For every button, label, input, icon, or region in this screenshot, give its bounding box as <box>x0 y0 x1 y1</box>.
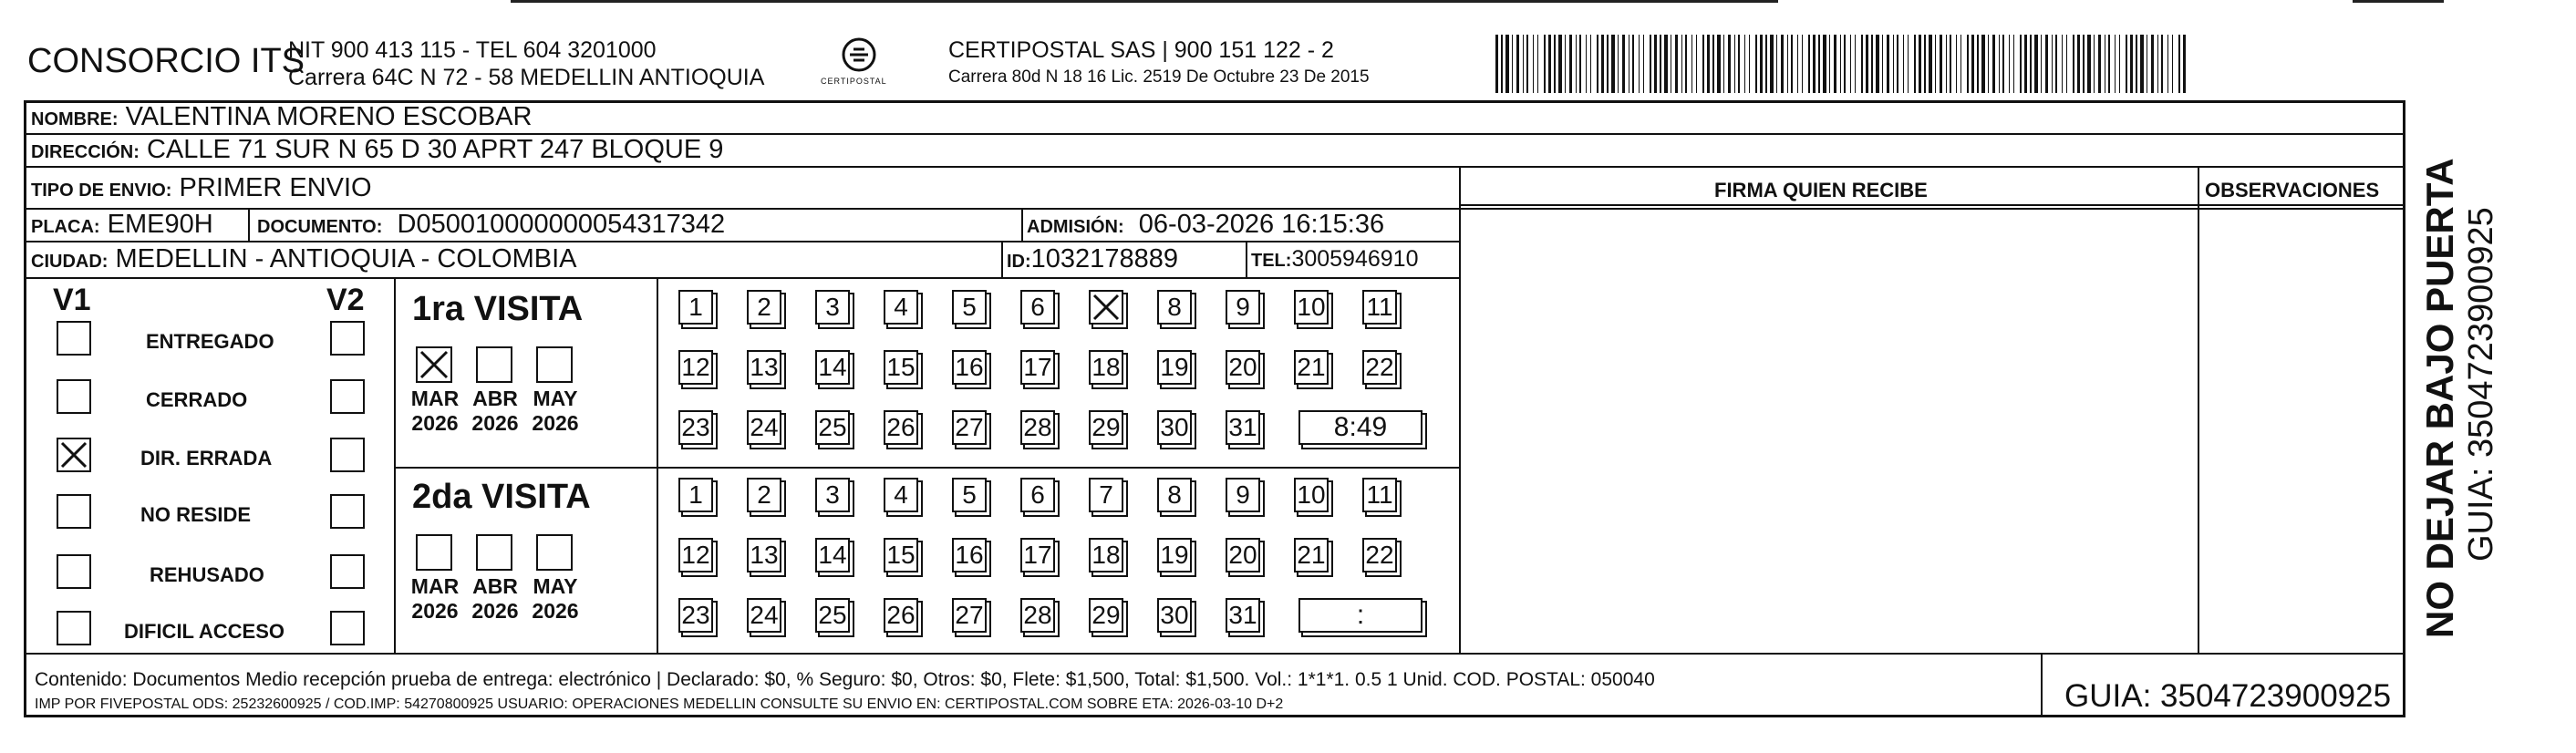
time-box: : <box>1298 598 1422 633</box>
no-dejar-warning: NO DEJAR BAJO PUERTA <box>2418 158 2461 638</box>
day-box: 19 <box>1157 538 1192 572</box>
day-box: 27 <box>952 410 987 445</box>
day-box: 29 <box>1089 410 1123 445</box>
divider <box>248 208 250 241</box>
direccion-label: DIRECCIÓN: <box>31 142 140 162</box>
side-guia: GUIA: 3504723900925 <box>2462 207 2500 562</box>
day-box: 24 <box>747 410 781 445</box>
day-box: 16 <box>952 350 987 385</box>
divider <box>24 653 2405 655</box>
tel-field <box>1251 246 1418 273</box>
day-box: 12 <box>678 538 713 572</box>
month-checkbox <box>476 534 512 571</box>
contenido-line: Contenido: Documentos Medio recepción prueba de entrega: electrónico | Declarado: $0, % Seguro: $0, Otros: $0, Flete: $1,500, Total: $1,500. Vol.: 1*1*1. 0.5 1 Unid. COD. POSTAL: 050040 <box>35 669 1655 690</box>
tel-label: TEL: <box>1251 251 1292 271</box>
ciudad-field <box>31 244 577 274</box>
admision-value: 06-03-2026 16:15:36 <box>1138 210 1385 239</box>
day-box: 15 <box>884 538 918 572</box>
divider <box>2041 653 2043 717</box>
direccion-field <box>31 135 723 165</box>
day-box: 25 <box>815 598 850 633</box>
day-box: 14 <box>815 538 850 572</box>
company-nit: NIT 900 413 115 - TEL 604 3201000 <box>288 37 657 63</box>
day-box: 22 <box>1362 538 1397 572</box>
day-box: 26 <box>884 598 918 633</box>
month-year: 2026 <box>471 599 519 623</box>
day-box: 23 <box>678 410 713 445</box>
month-label <box>467 574 523 624</box>
barcode <box>1495 35 2188 93</box>
day-box: 1 <box>678 290 713 325</box>
day-box: 30 <box>1157 598 1192 633</box>
day-box: 4 <box>884 478 918 512</box>
observaciones-header: OBSERVACIONES <box>2205 179 2380 201</box>
v2-checkbox <box>330 554 365 589</box>
day-box: 4 <box>884 290 918 325</box>
v1-checkbox <box>57 554 91 589</box>
certipostal-address: Carrera 80d N 18 16 Lic. 2519 De Octubre 23 De 2015 <box>948 67 1370 87</box>
firma-header: FIRMA QUIEN RECIBE <box>1714 179 1928 201</box>
nombre-field <box>31 102 532 132</box>
day-box: 24 <box>747 598 781 633</box>
month-year: 2026 <box>532 599 579 623</box>
day-box: 9 <box>1226 478 1260 512</box>
day-box: 12 <box>678 350 713 385</box>
month-year: 2026 <box>411 599 459 623</box>
month-label <box>527 574 584 624</box>
divider <box>1461 204 2405 206</box>
day-box: 15 <box>884 350 918 385</box>
divider <box>24 277 1461 279</box>
direccion-value: CALLE 71 SUR N 65 D 30 APRT 247 BLOQUE 9 <box>146 135 724 164</box>
day-box: 13 <box>747 350 781 385</box>
placa-label: PLACA: <box>31 217 100 237</box>
day-box: 31 <box>1226 410 1260 445</box>
day-box: 20 <box>1226 350 1260 385</box>
month-name: ABR <box>472 387 518 410</box>
month-label <box>407 387 463 436</box>
day-box: 7 <box>1089 478 1123 512</box>
v2-checkbox <box>330 438 365 472</box>
day-box: 19 <box>1157 350 1192 385</box>
placa-field <box>31 210 213 240</box>
placa-value: EME90H <box>107 210 213 239</box>
company-name: CONSORCIO ITS <box>27 42 305 80</box>
divider <box>394 277 396 653</box>
id-value: 1032178889 <box>1030 244 1178 273</box>
day-box: 29 <box>1089 598 1123 633</box>
month-year: 2026 <box>532 411 579 435</box>
month-year: 2026 <box>471 411 519 435</box>
day-box: 26 <box>884 410 918 445</box>
visit1-title: 1ra VISITA <box>412 290 584 328</box>
v2-checkbox <box>330 494 365 529</box>
month-checkbox <box>416 534 452 571</box>
month-label <box>467 387 523 436</box>
day-box: 22 <box>1362 350 1397 385</box>
day-box: 8 <box>1157 290 1192 325</box>
v2-checkbox <box>330 321 365 356</box>
ciudad-value: MEDELLIN - ANTIOQUIA - COLOMBIA <box>115 244 577 273</box>
ciudad-label: CIUDAD: <box>31 252 109 272</box>
divider <box>1459 166 1461 653</box>
tel-value: 3005946910 <box>1291 246 1419 272</box>
day-box: 31 <box>1226 598 1260 633</box>
month-label <box>527 387 584 436</box>
day-box: 27 <box>952 598 987 633</box>
v2-header: V2 <box>326 283 365 317</box>
id-label: ID: <box>1007 252 1031 272</box>
day-box: 8 <box>1157 478 1192 512</box>
month-name: ABR <box>472 574 518 598</box>
day-box: 6 <box>1020 478 1055 512</box>
tipo-envio-field <box>31 173 372 203</box>
month-name: MAY <box>533 574 578 598</box>
visit2-title: 2da VISITA <box>412 478 591 516</box>
day-box: 6 <box>1020 290 1055 325</box>
divider <box>1246 241 1247 277</box>
id-field <box>1007 244 1178 274</box>
day-box: 17 <box>1020 538 1055 572</box>
v1-checkbox <box>57 379 91 414</box>
top-edge <box>0 0 2576 3</box>
day-box: 23 <box>678 598 713 633</box>
divider <box>2198 166 2199 653</box>
day-box: 21 <box>1294 350 1329 385</box>
divider <box>1021 208 1023 241</box>
divider <box>394 467 1461 469</box>
month-checkbox <box>476 346 512 383</box>
v2-checkbox <box>330 379 365 414</box>
company-address: Carrera 64C N 72 - 58 MEDELLIN ANTIOQUIA <box>288 65 765 90</box>
nombre-value: VALENTINA MORENO ESCOBAR <box>125 102 533 131</box>
day-box: 11 <box>1362 290 1397 325</box>
tipo-envio-label: TIPO DE ENVIO: <box>31 181 172 201</box>
status-label: NO RESIDE <box>140 503 252 526</box>
day-box: 16 <box>952 538 987 572</box>
day-box: 5 <box>952 290 987 325</box>
v1-checkbox <box>57 321 91 356</box>
status-label: CERRADO <box>146 388 248 411</box>
imp-line: IMP POR FIVEPOSTAL ODS: 25232600925 / COD.IMP: 54270800925 USUARIO: OPERACIONES MEDELLIN CONSULTE SU ENVIO EN: CERTIPOSTAL.COM SOBRE ETA: 2026-03-10 D+2 <box>35 696 1284 712</box>
month-checkbox <box>536 346 573 383</box>
nombre-label: NOMBRE: <box>31 109 119 129</box>
status-label: REHUSADO <box>150 563 264 586</box>
month-name: MAR <box>410 387 460 410</box>
day-box: 28 <box>1020 598 1055 633</box>
month-name: MAR <box>410 574 460 598</box>
certipostal-info <box>948 36 1370 91</box>
day-box: 2 <box>747 290 781 325</box>
day-box: 9 <box>1226 290 1260 325</box>
status-label: ENTREGADO <box>146 330 274 353</box>
certipostal-nit: CERTIPOSTAL SAS | 900 151 122 - 2 <box>948 37 1334 63</box>
month-name: MAY <box>533 387 578 410</box>
day-box: 10 <box>1294 478 1329 512</box>
day-box: 18 <box>1089 350 1123 385</box>
divider <box>1001 241 1003 277</box>
day-box: 1 <box>678 478 713 512</box>
divider <box>657 277 658 653</box>
day-box: 2 <box>747 478 781 512</box>
divider <box>24 166 2405 168</box>
day-box: 11 <box>1362 478 1397 512</box>
documento-label: DOCUMENTO: <box>257 217 383 237</box>
documento-value: D050010000000054317342 <box>397 210 726 239</box>
day-box: 3 <box>815 290 850 325</box>
form-frame <box>24 100 2405 717</box>
logo-caption: CERTIPOSTAL <box>821 77 887 86</box>
month-label <box>407 574 463 624</box>
day-box: 25 <box>815 410 850 445</box>
day-box: 20 <box>1226 538 1260 572</box>
day-box: 14 <box>815 350 850 385</box>
admision-label: ADMISIÓN: <box>1027 217 1124 237</box>
day-box: 5 <box>952 478 987 512</box>
day-box: 3 <box>815 478 850 512</box>
v1-checkbox <box>57 611 91 645</box>
month-checkbox <box>536 534 573 571</box>
v1-header: V1 <box>53 283 91 317</box>
day-box: 28 <box>1020 410 1055 445</box>
v1-checkbox <box>57 494 91 529</box>
day-box: 30 <box>1157 410 1192 445</box>
status-label: DIR. ERRADA <box>140 447 273 469</box>
time-box: 8:49 <box>1298 410 1422 445</box>
documento-field <box>257 210 725 240</box>
day-box: 10 <box>1294 290 1329 325</box>
admision-field <box>1027 210 1384 240</box>
guia-footer: GUIA: 3504723900925 <box>2064 678 2392 714</box>
day-box: 17 <box>1020 350 1055 385</box>
day-box: 18 <box>1089 538 1123 572</box>
tipo-envio-value: PRIMER ENVIO <box>179 173 372 202</box>
v2-checkbox <box>330 611 365 645</box>
status-label: DIFICIL ACCESO <box>124 620 285 643</box>
x-mark-icon <box>58 439 89 470</box>
x-mark-icon <box>418 348 450 381</box>
day-box: 21 <box>1294 538 1329 572</box>
x-mark-icon <box>1091 292 1122 323</box>
day-box: 13 <box>747 538 781 572</box>
month-year: 2026 <box>411 411 459 435</box>
company-info <box>288 36 764 91</box>
